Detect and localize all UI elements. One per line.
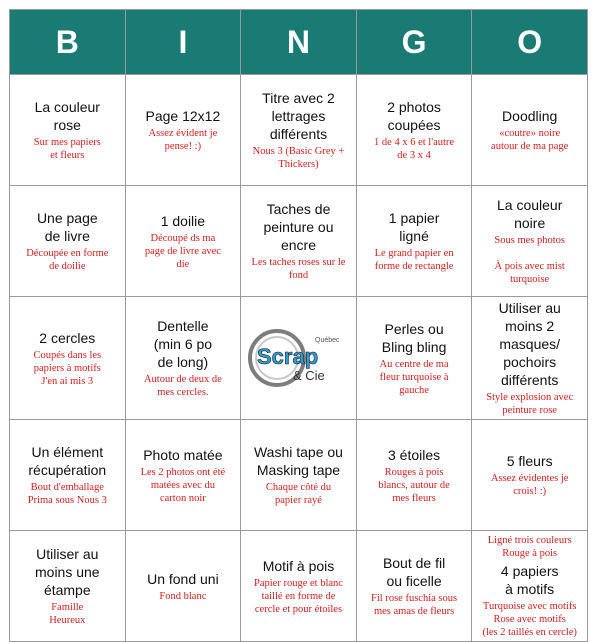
- bingo-cell: [10, 297, 126, 420]
- bingo-cell: [472, 420, 588, 531]
- bingo-cell-content: [126, 186, 241, 296]
- cell-label: Un fond uni: [147, 570, 219, 587]
- cell-label: Motif à pois: [262, 557, 335, 574]
- cell-label: 1 papier ligné: [388, 210, 440, 244]
- bingo-cell-content: [472, 420, 587, 530]
- bingo-cell: [10, 531, 126, 642]
- bingo-cell-content: [472, 186, 587, 296]
- cell-label: Page 12x12: [145, 108, 221, 124]
- bingo-cell-content: [126, 531, 241, 641]
- cell-label: Titre avec 2 lettrages différents: [262, 90, 335, 142]
- cell-note: Découpée en forme de doilie: [26, 248, 109, 272]
- bingo-cell-content: [10, 531, 125, 641]
- cell-note: «coutre» noire autour de ma page: [491, 128, 569, 152]
- cell-label: Un élément récupération: [28, 444, 107, 478]
- bingo-cell: [10, 186, 126, 297]
- cell-note: 1 de 4 x 6 et l'autre de 3 x 4: [374, 137, 455, 161]
- bingo-cell: [10, 75, 126, 186]
- bingo-card: [9, 9, 588, 642]
- bingo-cell: [241, 186, 357, 297]
- cell-note: Sur mes papiers et fleurs: [33, 137, 101, 161]
- bingo-cell-content: [357, 75, 472, 185]
- bingo-cell-content: [10, 297, 125, 419]
- cell-note: Turquoise avec motifs Rose avec motifs (les 2 taillés en cercle): [482, 600, 577, 638]
- bingo-cell: [472, 531, 588, 642]
- bingo-cell: [472, 297, 588, 420]
- cell-note: Assez évident je pense! :): [148, 128, 218, 152]
- bingo-cell: [241, 420, 357, 531]
- cell-label: Bout de fil ou ficelle: [382, 555, 446, 589]
- logo-word: Scrap: [257, 344, 319, 369]
- bingo-cell-content: [126, 75, 241, 185]
- bingo-cell: [356, 297, 472, 420]
- bingo-cell: [356, 75, 472, 186]
- cell-note: Fil rose fuschia sous mes amas de fleurs: [371, 593, 458, 617]
- bingo-cell-content: [241, 297, 356, 419]
- bingo-cell: [125, 297, 241, 420]
- cell-note: Papier rouge et blanc taillé en forme de cercle et pour étoiles: [254, 577, 343, 615]
- cell-note: Sous mes photos À pois avec mist turquoise: [494, 235, 565, 285]
- logo-suffix: & Cie: [293, 368, 325, 383]
- bingo-cell-content: [126, 420, 241, 530]
- bingo-row: [10, 420, 588, 531]
- cell-label: Utiliser au moins une étampe: [35, 546, 100, 598]
- cell-label: 4 papiers à motifs: [500, 562, 559, 597]
- bingo-cell: [125, 186, 241, 297]
- bingo-cell: [10, 420, 126, 531]
- bingo-cell-content: [241, 420, 356, 530]
- cell-label: Washi tape ou Masking tape: [253, 444, 343, 478]
- bingo-cell-content: [472, 297, 587, 419]
- cell-note: Fond blanc: [159, 590, 207, 602]
- header-letter-g: G: [356, 10, 472, 75]
- bingo-row: [10, 531, 588, 642]
- cell-label: Photo matée: [143, 446, 223, 463]
- cell-label: 1 doilie: [160, 212, 206, 229]
- cell-note: Découpé ds ma page de livre avec die: [144, 232, 221, 270]
- bingo-cell-content: [126, 297, 241, 419]
- scrap-et-cie-logo: [247, 328, 351, 388]
- cell-label: La couleur rose: [34, 99, 100, 133]
- cell-note: Les 2 photos ont été matées avec du carton noir: [140, 466, 226, 504]
- bingo-cell: [356, 186, 472, 297]
- cell-note-top: Ligné trois couleurs Rouge à pois: [487, 534, 572, 559]
- bingo-cell: [356, 420, 472, 531]
- bingo-cell-content: [357, 420, 472, 530]
- header-letter-b: B: [10, 10, 126, 75]
- bingo-cell: [125, 531, 241, 642]
- bingo-cell: [125, 75, 241, 186]
- bingo-cell-content: [357, 531, 472, 641]
- bingo-cell-content: [357, 297, 472, 419]
- bingo-row: [10, 75, 588, 186]
- header-letter-i: I: [125, 10, 241, 75]
- bingo-row: [10, 297, 588, 420]
- cell-note: Chaque côté du papier rayé: [265, 482, 332, 506]
- cell-note: Famille Heureux: [49, 602, 86, 626]
- cell-note: Autour de deux de mes cercles.: [143, 374, 222, 398]
- cell-note: Rouges à pois blancs, autour de mes fleurs: [378, 466, 450, 504]
- bingo-cell-content: [241, 531, 356, 641]
- bingo-row: [10, 186, 588, 297]
- cell-label: Dentelle (min 6 po de long): [153, 318, 213, 370]
- bingo-cell-content: [472, 531, 587, 641]
- cell-label: La couleur noire: [496, 197, 563, 231]
- cell-note: Le grand papier en forme de rectangle: [374, 248, 454, 272]
- logo-tag: Québec: [315, 337, 340, 344]
- cell-label: 2 photos coupées: [387, 99, 441, 133]
- cell-note: Bout d'emballage Prima sous Nous 3: [27, 482, 107, 506]
- cell-note: Nous 3 (Basic Grey + Thickers): [252, 146, 345, 170]
- bingo-cell: [125, 420, 241, 531]
- bingo-cell-content: [10, 186, 125, 296]
- cell-note: Au centre de ma fleur turquoise à gauche: [379, 358, 449, 396]
- bingo-cell-content: [10, 75, 125, 185]
- bingo-cell-content: [241, 186, 356, 296]
- cell-label: Perles ou Bling bling: [381, 320, 447, 355]
- bingo-cell: [241, 297, 357, 420]
- cell-label: 3 étoiles: [388, 446, 441, 463]
- cell-label: Utiliser au moins 2 masques/ pochoirs différents: [498, 300, 561, 388]
- bingo-cell: [241, 75, 357, 186]
- cell-label: 5 fleurs: [506, 453, 553, 469]
- bingo-cell-content: [10, 420, 125, 530]
- cell-label: Doodling: [502, 108, 558, 124]
- bingo-cell-content: [357, 186, 472, 296]
- header-letter-n: N: [241, 10, 357, 75]
- bingo-cell: [241, 531, 357, 642]
- cell-note: Assez évidentes je crois! :): [490, 473, 569, 497]
- cell-label: 2 cercles: [39, 329, 96, 346]
- bingo-header-row: [10, 10, 588, 75]
- cell-label: Une page de livre: [36, 210, 98, 244]
- bingo-cell: [472, 75, 588, 186]
- bingo-cell-content: [241, 75, 356, 185]
- cell-note: Les taches roses sur le fond: [251, 257, 346, 281]
- bingo-cell: [472, 186, 588, 297]
- header-letter-o: O: [472, 10, 588, 75]
- cell-note: Coupés dans les papiers à motifs J'en ai mis 3: [33, 349, 102, 387]
- bingo-cell-content: [472, 75, 587, 185]
- cell-label: Taches de peinture ou encre: [263, 201, 334, 253]
- bingo-cell: [356, 531, 472, 642]
- cell-note: Style explosion avec peinture rose: [486, 392, 574, 416]
